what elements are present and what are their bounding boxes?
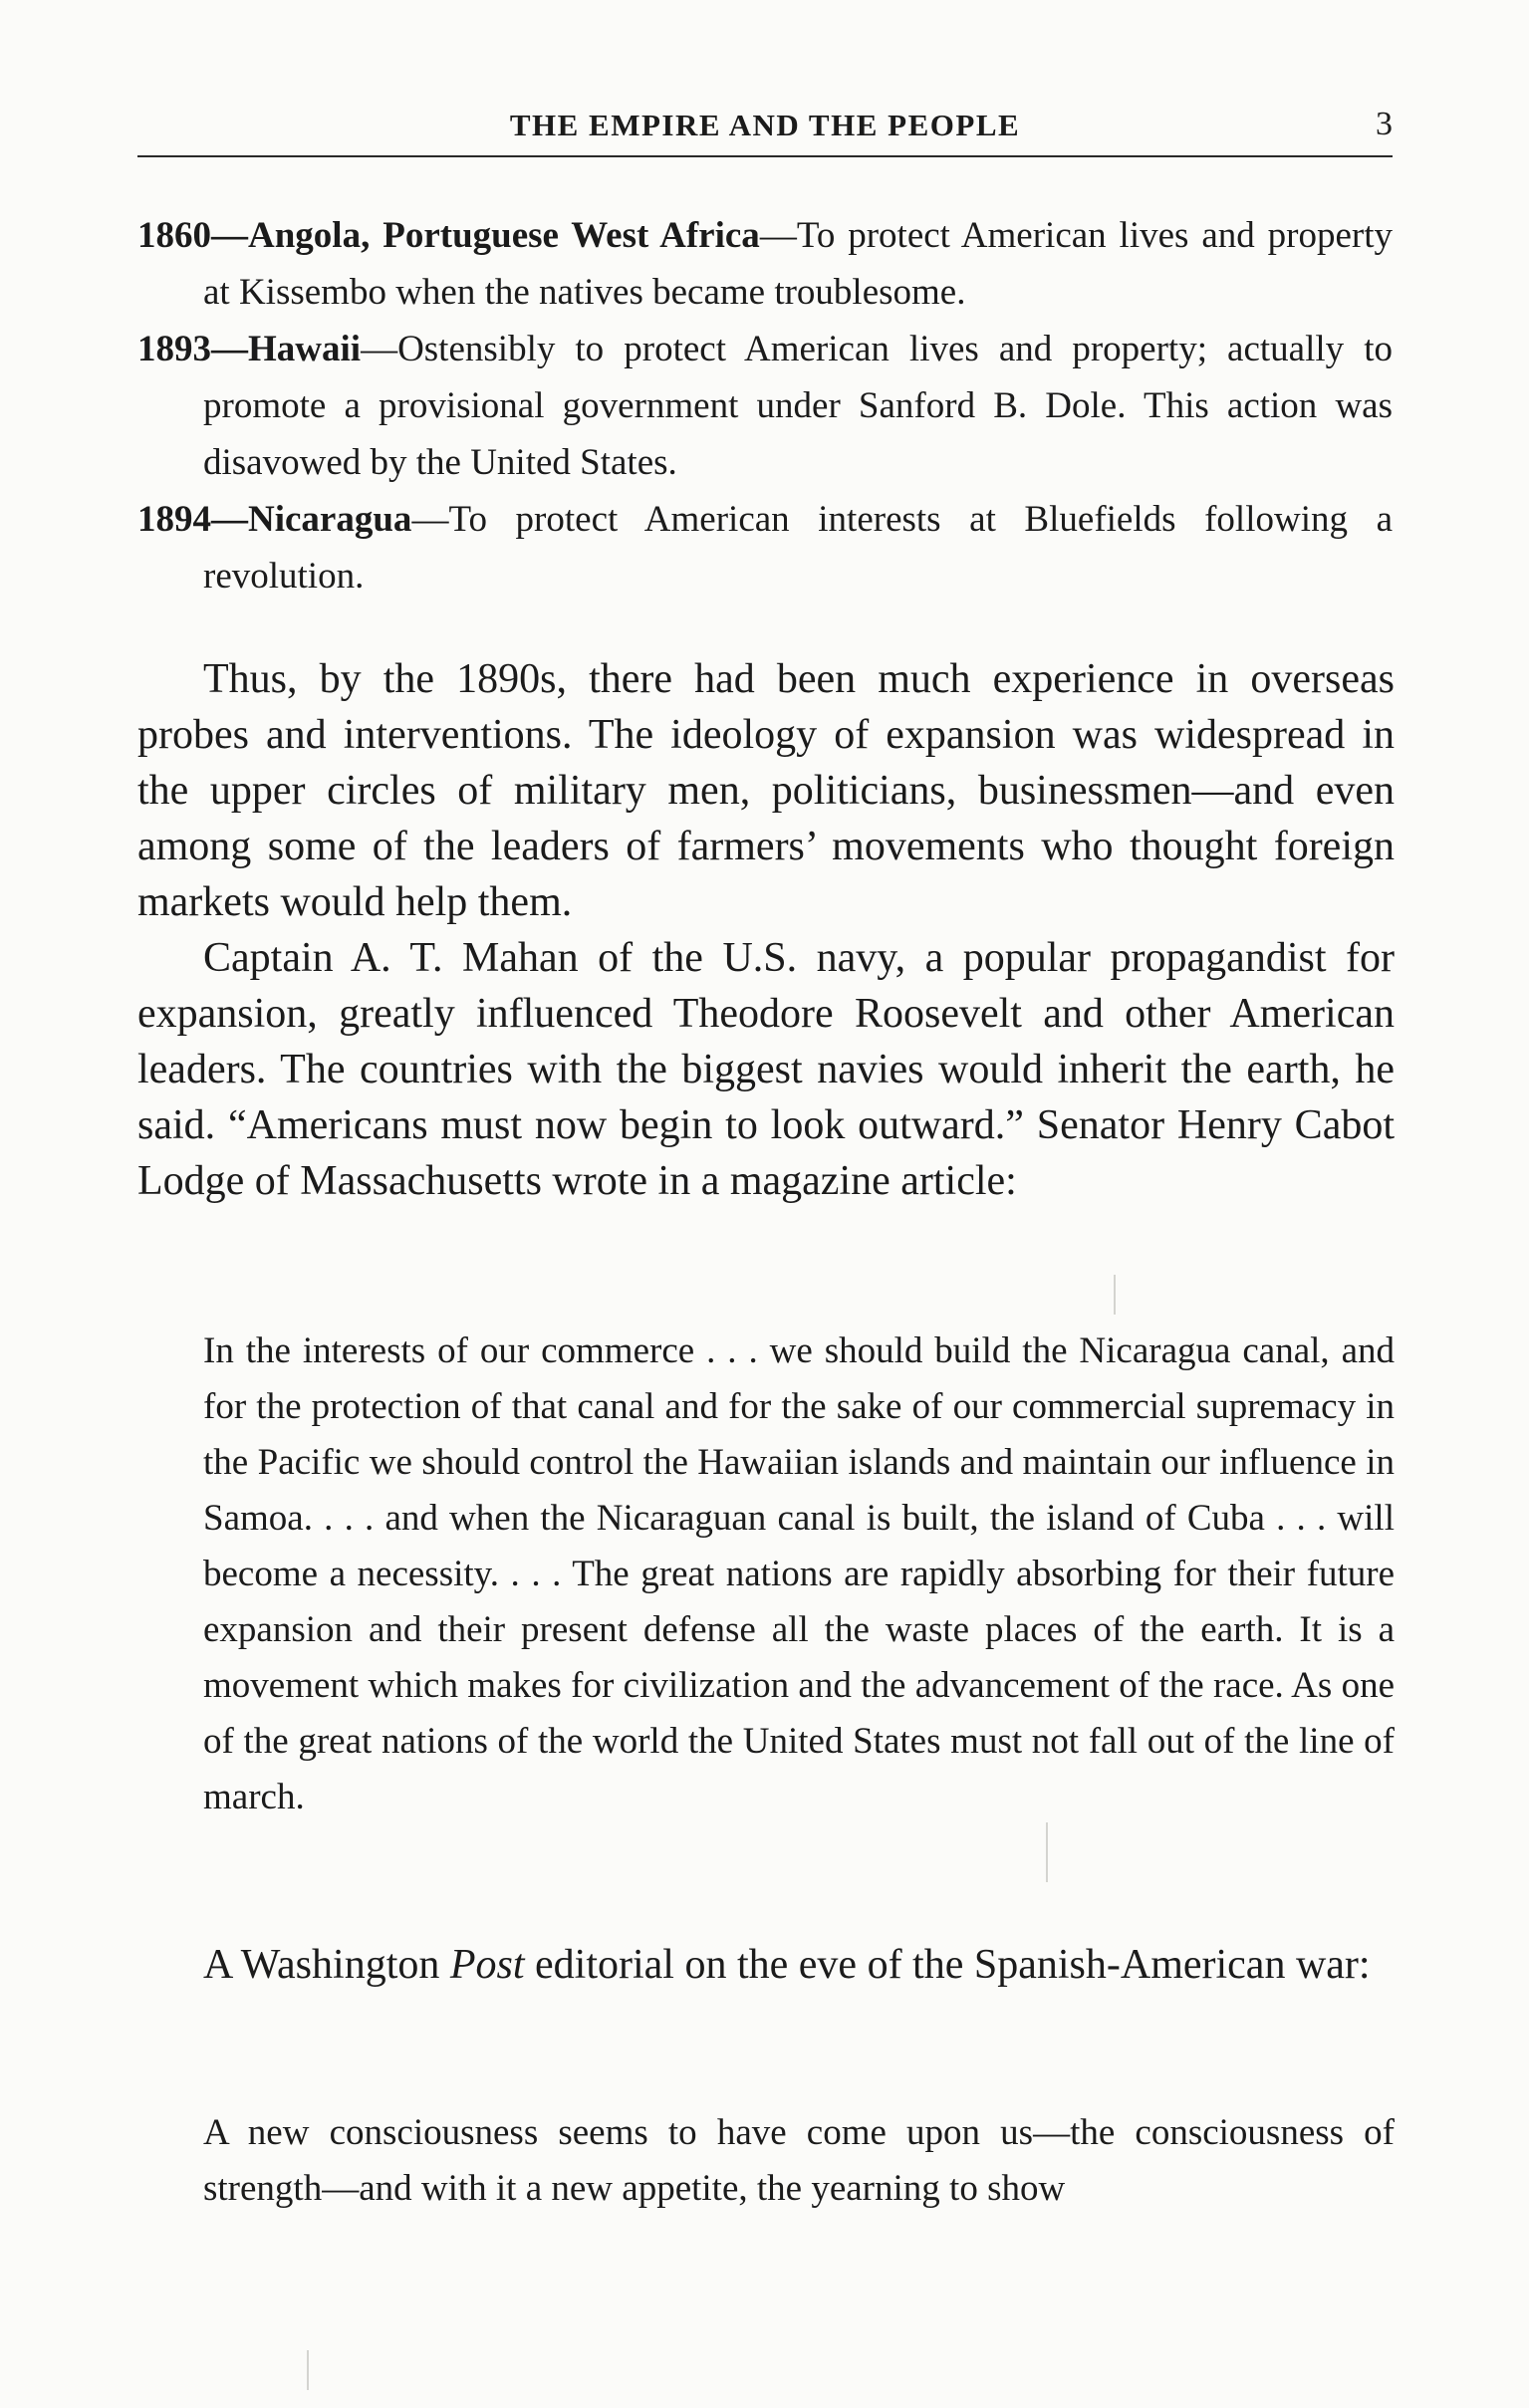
editorial-intro-end: editorial on the eve of the Spanish-American war: bbox=[524, 1942, 1371, 1988]
entry-date-place: 1860—Angola, Portuguese West Africa bbox=[137, 215, 760, 256]
editorial-intro-start: A Washington bbox=[203, 1942, 450, 1988]
body-paragraph: Captain A. T. Mahan of the U.S. navy, a popular propagandist for expansion, greatly influenced Theodore Roosevelt and other American leaders. The countries with the biggest navies would inherit the earth, he said. “Americans must now begin to look outward.” Senator Henry Cabot Lodge of Massachusetts wrote in a magazine article: bbox=[137, 935, 1395, 1204]
entry-date-place: 1893—Hawaii bbox=[137, 329, 362, 369]
header-rule bbox=[137, 155, 1393, 157]
entry-date-place: 1894—Nicaragua bbox=[137, 499, 412, 540]
running-head bbox=[137, 100, 1393, 149]
editorial-intro bbox=[137, 1937, 1395, 1993]
list-item bbox=[137, 207, 1393, 321]
body-paragraph bbox=[137, 1937, 1395, 1993]
body-paragraphs bbox=[137, 651, 1395, 1209]
list-item bbox=[137, 321, 1393, 491]
lodge-block-quote: In the interests of our commerce . . . we should build the Nicaragua canal, and for the protection of that canal and for the sake of our commercial supremacy in the Pacific we should control the Hawaiian islands and maintain our influence in Samoa. . . . and when the Nicaraguan canal is built, the island of Cuba . . . will become a necessity. . . . The great nations are rapidly absorbing for their future expansion and their present defense all the waste places of the earth. It is a movement which makes for civilization and the advancement of the race. As one of the great nations of the world the United States must not fall out of the line of march. bbox=[203, 1330, 1395, 1817]
scan-artifact-line bbox=[1046, 1822, 1048, 1882]
list-item bbox=[137, 491, 1393, 604]
body-paragraph: Thus, by the 1890s, there had been much experience in overseas probes and interventions. The ideology of expansion was widespread in the upper circles of military men, politicians, businessmen—and even among some of the leaders of farmers’ movements who thought foreign markets would help them. bbox=[137, 656, 1395, 925]
newspaper-name: Post bbox=[449, 1942, 525, 1988]
entry-description: —Ostensibly to protect American lives and property; actually to promote a provisional government under Sanford B. Dole. This action was disavowed by the United States. bbox=[203, 329, 1393, 483]
running-title: THE EMPIRE AND THE PEOPLE bbox=[509, 108, 1021, 142]
intervention-list bbox=[137, 207, 1393, 604]
entry-description: —To protect American interests at Bluefields following a revolution. bbox=[203, 499, 1393, 597]
scan-artifact-line bbox=[307, 2350, 309, 2390]
scan-artifact-line bbox=[1114, 1275, 1116, 1315]
page-number: 3 bbox=[1376, 106, 1393, 142]
post-block-quote: A new consciousness seems to have come upon us—the consciousness of strength—and with it a new appetite, the yearning to show bbox=[203, 2112, 1395, 2209]
entry-description: —To protect American lives and property at Kissembo when the natives became troublesome. bbox=[203, 215, 1393, 313]
